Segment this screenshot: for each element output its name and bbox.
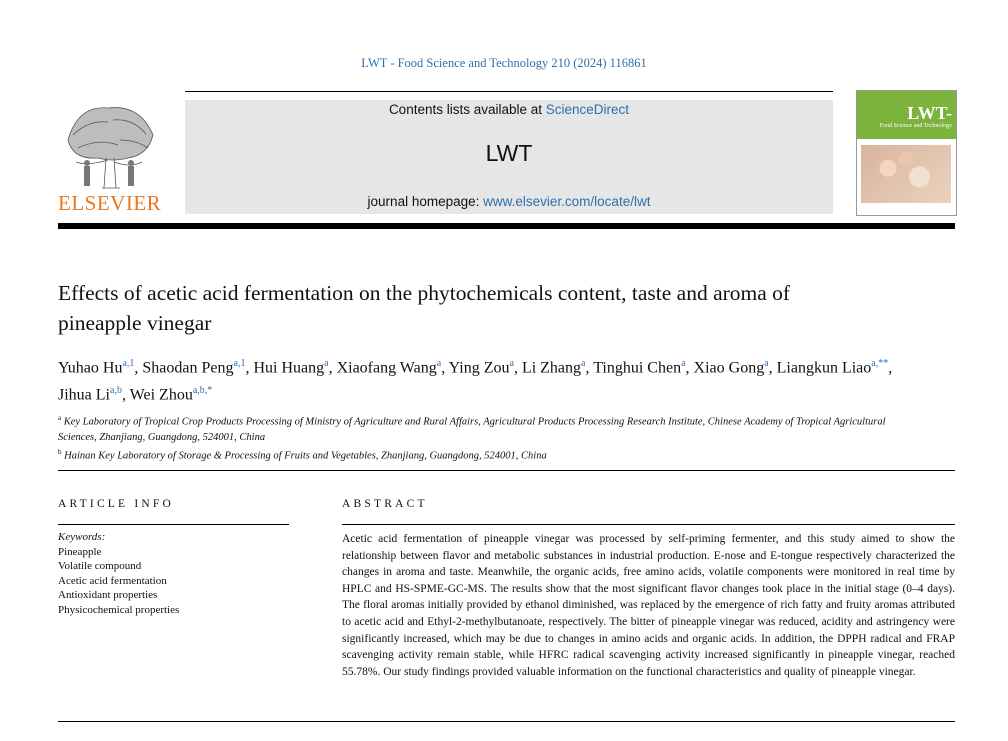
article-info-heading: ARTICLE INFO <box>58 498 174 510</box>
journal-name: LWT <box>485 140 533 166</box>
elsevier-logo[interactable] <box>58 100 160 216</box>
homepage-line <box>185 194 833 209</box>
author-affiliation-mark[interactable]: a <box>509 358 514 369</box>
author-name[interactable]: Xiaofang Wang <box>336 359 437 377</box>
author-affiliation-mark[interactable]: a <box>681 358 686 369</box>
abstract-text: Acetic acid fermentation of pineapple vinegar was processed by self-priming fermenter, and this study aimed to show the relationship between flavor and metabolic substances in industrial production. E-nose and E-tongue respectively characterized the changes in aroma and taste. Meanwhile, the organic acids, free amino acids, volatile components were monitored in real time by HPLC and HS-SPME-GC-MS. The results show that the most significant flavor changes took place in the initial stage (0–4 days). The floral aromas initially provided by ethanol diminished, was replaced by the emergence of rich fatty and fruity aromas attributed to acetic acid and Ethyl-2-methylbutanoate, respectively. The bitter of pineapple vinegar was reduced, acidity and astringency were significantly increased, which may be due to changes in amino acids and organic acids. In addition, the DPPH radical and FRAP scavenging activity remain stable, while HFRC radical scavenging activity increased significantly in pineapple vinegar, reached 55.78%. Our study findings provided valuable information on the functional characteristics and quality of pineapple vinegar. <box>342 533 955 678</box>
homepage-prefix: journal homepage: <box>367 194 484 209</box>
bottom-rule <box>58 721 955 722</box>
cover-photo <box>861 145 951 203</box>
article-info-rule <box>58 524 289 525</box>
affiliation <box>58 411 918 445</box>
abstract-heading: ABSTRACT <box>342 498 428 510</box>
author-affiliation-mark[interactable]: a,** <box>871 358 889 369</box>
author-name[interactable]: Xiao Gong <box>693 359 765 377</box>
keyword: Acetic acid fermentation <box>58 574 167 587</box>
author-separator: , <box>685 359 694 377</box>
author-separator: , <box>768 359 777 377</box>
keywords-label: Keywords: <box>58 531 106 543</box>
author-separator: , <box>585 359 594 377</box>
author-separator: , <box>441 359 449 377</box>
journal-reference-link[interactable]: LWT - Food Science and Technology 210 (2024) 116861 <box>361 56 647 70</box>
journal-masthead <box>185 100 833 214</box>
abstract-rule <box>342 524 955 525</box>
author-name[interactable]: Shaodan Peng <box>142 359 234 377</box>
author-separator: , <box>513 359 522 377</box>
keyword: Physicochemical properties <box>58 603 180 616</box>
author-separator: , <box>328 359 337 377</box>
section-rule <box>58 470 955 471</box>
sciencedirect-link[interactable]: ScienceDirect <box>545 102 630 117</box>
author-separator: , <box>888 359 893 377</box>
journal-homepage-link[interactable]: www.elsevier.com/locate/lwt <box>483 194 651 209</box>
affiliation <box>58 445 918 464</box>
author-name[interactable]: Ying Zou <box>448 359 510 377</box>
author-affiliation-mark[interactable]: a <box>436 358 442 369</box>
affiliation-text: Key Laboratory of Tropical Crop Products Processing of Ministry of Agriculture and Rural Affairs, Agricultural Products Processing Research Institute, Chinese Academy of Tropical Agricultural Sciences, Zhanjiang, Guangdong, 524001, China <box>58 416 886 443</box>
top-rule <box>185 91 833 92</box>
author-name[interactable]: Li Zhang <box>521 359 582 377</box>
author-name[interactable]: Yuhao Hu <box>58 359 123 377</box>
keyword: Antioxidant properties <box>58 589 158 602</box>
affiliation-text: Hainan Key Laboratory of Storage & Processing of Fruits and Vegetables, Zhanjiang, Guangdong, 524001, China <box>64 450 547 461</box>
author-affiliation-mark[interactable]: a,b,* <box>192 385 213 397</box>
author-affiliation-mark[interactable]: a,b <box>110 385 122 397</box>
affiliation-mark: a <box>58 414 62 422</box>
cover-title: LWT- <box>907 103 952 123</box>
author-name[interactable]: Liangkun Liao <box>776 359 872 377</box>
elsevier-wordmark: ELSEVIER <box>58 191 162 215</box>
affiliations <box>58 411 918 463</box>
author-list <box>58 352 918 407</box>
author-affiliation-mark[interactable]: a <box>764 358 769 369</box>
author-name[interactable]: Tinghui Chen <box>593 359 682 377</box>
author-affiliation-mark[interactable]: a,1 <box>233 358 246 369</box>
contents-line <box>185 102 833 117</box>
author-separator: , <box>245 359 254 377</box>
author-separator: , <box>121 386 130 404</box>
keywords-block <box>58 530 288 618</box>
affiliation-mark: b <box>58 447 62 456</box>
contents-prefix: Contents lists available at <box>388 102 546 117</box>
keyword: Pineapple <box>58 545 102 558</box>
author-affiliation-mark[interactable]: a <box>581 358 586 369</box>
author-separator: , <box>134 359 143 377</box>
author-name[interactable]: Hui Huang <box>253 359 325 377</box>
journal-cover-thumbnail[interactable] <box>856 90 957 216</box>
author-name[interactable]: Jihua Li <box>58 386 110 404</box>
cover-subtitle: Food Science and Technology <box>879 123 952 129</box>
article-title: Effects of acetic acid fermentation on the phytochemicals content, taste and aroma of pineapple vinegar <box>58 281 791 335</box>
header-rule <box>58 223 955 229</box>
author-affiliation-mark[interactable]: a,1 <box>122 358 135 369</box>
author-name[interactable]: Wei Zhou <box>129 386 193 404</box>
tree-icon <box>58 100 160 192</box>
author-affiliation-mark[interactable]: a <box>324 358 329 369</box>
keyword: Volatile compound <box>58 560 142 573</box>
